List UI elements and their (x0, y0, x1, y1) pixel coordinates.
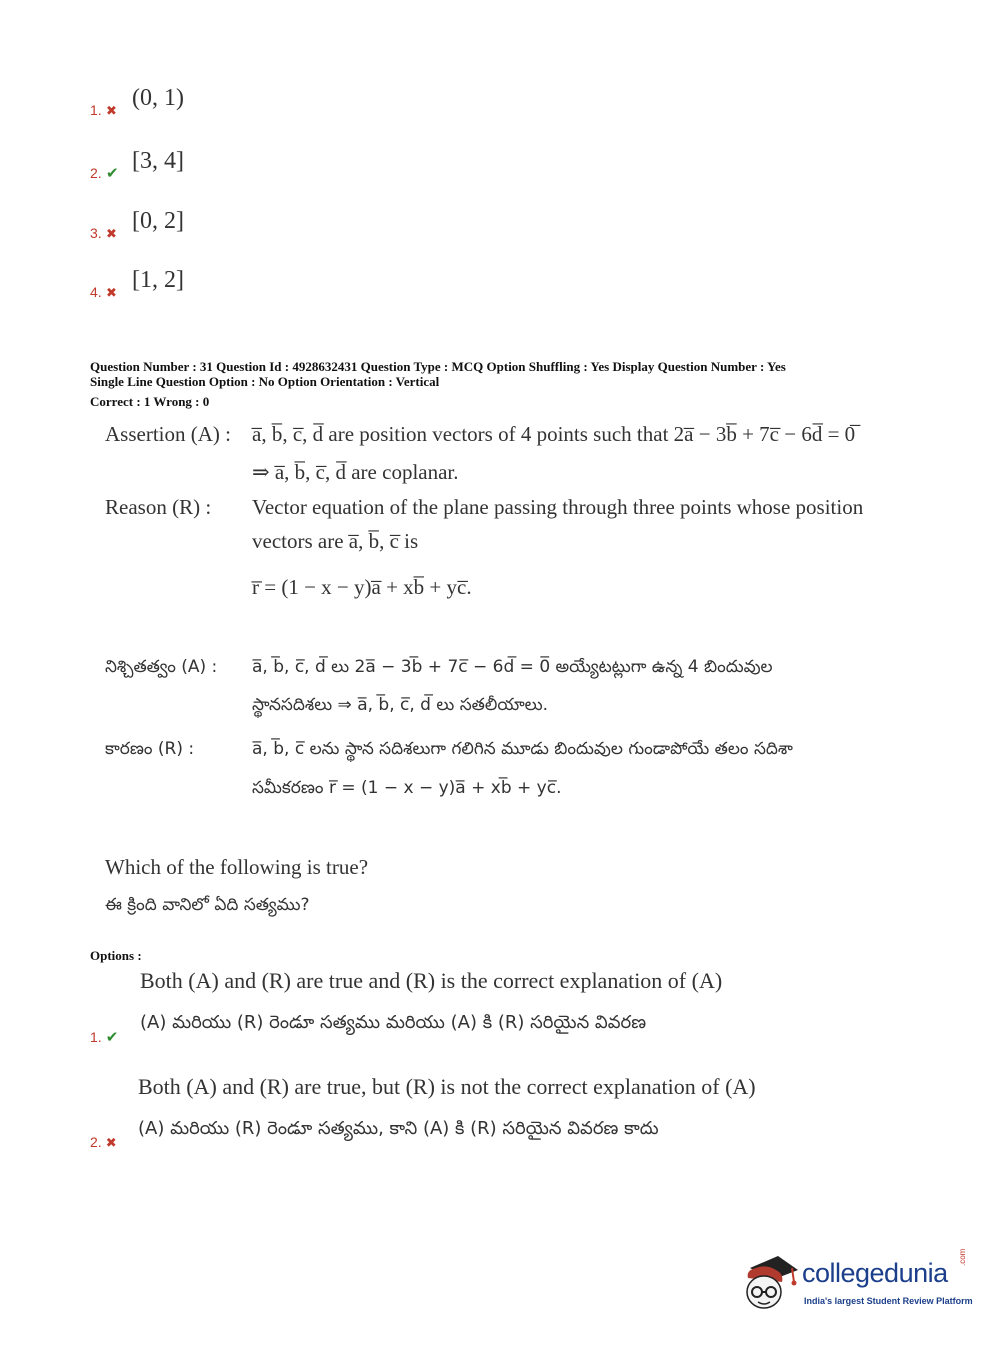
assertion-line-2: ⇒ a̅, b̅, c̅, d̅ are coplanar. (252, 460, 459, 484)
assertion-line-1: a̅, b̅, c̅, d̅ are position vectors of 4 points such that 2a̅ − 3b̅ + 7c̅ − 6d̅ = 0̅ (252, 422, 856, 446)
question-meta-line3: Correct : 1 Wrong : 0 (90, 394, 210, 409)
option-number: 2. (90, 1134, 102, 1150)
options-label: Options : (90, 948, 142, 963)
option-text-en: Both (A) and (R) are true, but (R) is not the correct explanation of (A) (138, 1074, 756, 1099)
te-assertion-label: నిశ్చితత్వం (A) : (105, 657, 218, 677)
reason-line-2: vectors are a̅, b̅, c̅ is (252, 529, 419, 553)
te-assertion-line-1: a̅, b̅, c̅, d̅ లు 2a̅ − 3b̅ + 7c̅ − 6d̅ = 0̅ అయ్యేటట్లుగా ఉన్న 4 బిందువుల (252, 657, 773, 677)
reason-line-1: Vector equation of the plane passing through three points whose position (252, 495, 864, 519)
collegedunia-logo (742, 1248, 973, 1312)
option-value: [0, 2] (132, 208, 184, 234)
option-value: [1, 2] (132, 267, 184, 293)
cross-icon: ✖ (106, 104, 117, 119)
prev-option-3 (90, 208, 184, 245)
logo-tagline: India's largest Student Review Platform (804, 1296, 973, 1306)
te-reason-line-2: సమీకరణం r̅ = (1 − x − y)a̅ + xb̅ + yc̅. (252, 778, 562, 798)
logo-suffix: .com (958, 1248, 967, 1266)
option-number: 1. (90, 1029, 102, 1045)
prev-option-4 (90, 267, 184, 304)
question-prompt: Which of the following is true? (105, 855, 369, 879)
option-text-te: (A) మరియు (R) రెండూ సత్యము మరియు (A) కి (R) సరియైన వివరణ (140, 1012, 647, 1033)
te-assertion-line-2: స్థానసదిశలు ⇒ a̅, b̅, c̅, d̅ లు సతలీయాలు. (252, 695, 548, 715)
question-meta-line1: Question Number : 31 Question Id : 4928632431 Question Type : MCQ Option Shuffling : Yes Display Question Number : Yes (90, 359, 786, 374)
question-meta-line2: Single Line Question Option : No Option Orientation : Vertical (90, 374, 440, 389)
assertion-label: Assertion (A) : (105, 422, 231, 446)
prev-option-1 (90, 85, 184, 122)
te-reason-line-1: a̅, b̅, c̅ లను స్థాన సదిశలుగా గలిగిన మూడు బిందువుల గుండాపోయే తలం సదిశా (252, 739, 793, 759)
cross-icon: ✖ (105, 1136, 117, 1151)
check-icon: ✔ (106, 164, 119, 182)
option-number: 1. (90, 102, 102, 118)
option-text-en: Both (A) and (R) are true and (R) is the correct explanation of (A) (140, 968, 723, 993)
option-number: 3. (90, 225, 102, 241)
option-number: 4. (90, 284, 102, 300)
question-prompt-telugu: ఈ క్రింది వానిలో ఏది సత్యము? (105, 895, 310, 915)
logo-name: collegedunia (802, 1258, 948, 1288)
option-text-te: (A) మరియు (R) రెండూ సత్యము, కాని (A) కి (R) సరియైన వివరణ కాదు (138, 1118, 659, 1139)
option-number: 2. (90, 165, 102, 181)
option-value: [3, 4] (132, 148, 184, 174)
cross-icon: ✖ (106, 227, 117, 242)
te-reason-label: కారణం (R) : (105, 739, 195, 759)
reason-label: Reason (R) : (105, 495, 212, 519)
check-icon: ✔ (105, 1028, 119, 1046)
reason-line-3: r̅ = (1 − x − y)a̅ + xb̅ + yc̅. (252, 575, 472, 599)
option-value: (0, 1) (132, 85, 184, 111)
prev-option-2 (90, 148, 184, 185)
cross-icon: ✖ (106, 286, 117, 301)
mascot-icon (742, 1252, 800, 1312)
